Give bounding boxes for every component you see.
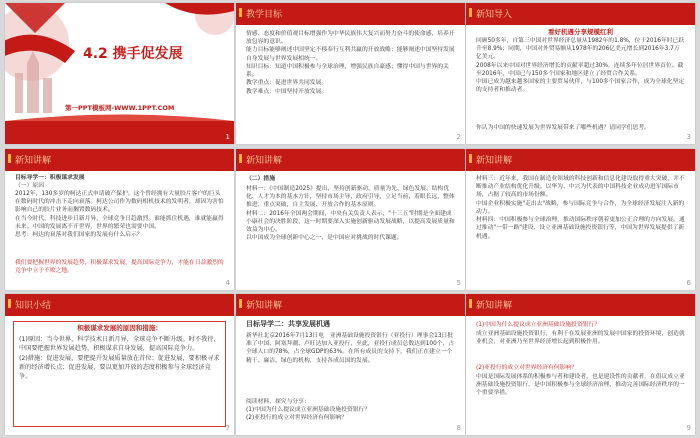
slide-body-text: (1)原因：当今世界，科学技术日新月异，全球竞争不断升级。时不我待，中国要把握世界发展趋势，积极谋求自身发展，提高国际竞争力。 (2)措施：促进发展，要把提升发展质量放在首位；促进发展，要积极寻求新的经济增长点；促进发展，要以更加开放的态度积极参与全球经济竞争。 (19, 336, 220, 381)
slide-heading: 看好机遇分享规模红利 (548, 28, 613, 36)
slide-header (236, 294, 465, 316)
slide-thumbnail-3[interactable] (466, 3, 695, 144)
slide-header-title: 新知讲解 (15, 153, 51, 166)
slide-number: 6 (686, 279, 691, 287)
slide-1-subtitle: 第一PPT模板网-WWW.1PPT.COM (65, 104, 175, 112)
slide-number: 3 (686, 133, 691, 141)
slide-thumbnail-6[interactable] (466, 149, 695, 290)
slide-header-title: 新知讲解 (246, 298, 282, 311)
slide-answer-1: 成立亚洲基础设施投资银行，有利于在发展亚洲的发展中国家的投资环境，创造就业机会，对亚洲乃至世界经济增长起到积极作用。 (476, 331, 685, 346)
slide-body-text: 情感、态度和价值观目标增强作为中华民族伟大复兴而努力奋斗的使命感，培养开放包容的意识。 能力目标能够阐述中国坚定不移奉行互利共赢的开放战略；能够阐述中国坚持发展自身发展与世界发展相统一。 知识目标：知道中国积极参与全球治理，增强民族自豪感；懂得中国与世界的关系。 教学重点：促进世界共同发展。 教学难点：中国坚持开放发展。 (246, 31, 455, 95)
slide-number: 9 (686, 424, 691, 432)
slide-number: 5 (456, 279, 461, 287)
slide-thumbnail-7[interactable] (5, 294, 234, 435)
slide-number: 7 (225, 424, 230, 432)
slide-thumbnail-9[interactable] (466, 294, 695, 435)
slide-number: 4 (225, 279, 230, 287)
slide-section-title: 目标导学二：共享发展机遇 (246, 320, 330, 328)
slide-question-2: (2)亚投行的成立对世界经济有何影响？ (476, 365, 577, 371)
slide-section-title: （二）措施 (246, 176, 275, 182)
slide-header (236, 3, 465, 25)
slide-answer-2: 中国是国际发展体系的积极参与者和建设者，也是建设性的贡献者，在倡议成立亚洲基础设施投资银行，是中国积极参与全球经济治理，推动完善国际经济秩序的一个重要举措。 (476, 374, 685, 397)
slide-body-text: 材料三：近年来，我国在制造业领域的科技创新和信息化建设取得重大突破，并不断推动产业结构优化升级。以华为、中兴为代表的中国科技企业成功进军国际市场，占据了较高的市场份额。 中国企业积极实施"走出去"战略，参与国际竞争与合作，为全球经济发展注入新的动力。 材料四：中国积极参与全球治理，推动国际秩序朝着更加公正合理的方向发展。通过推动"一带一路"建设、设立亚洲基础设施投资银行等，中国为世界发展提供了新机遇。 (476, 176, 685, 240)
slide-question-1: (1)中国为什么提议成立亚洲基础设施投资银行？ (476, 322, 601, 328)
slide-number: 8 (456, 424, 461, 432)
slide-thumbnail-5[interactable] (236, 149, 465, 290)
slide-header-title: 新知导入 (476, 7, 512, 20)
slide-thumbnail-1[interactable] (5, 3, 234, 144)
slide-heading: 积极谋求发展的原因和措施： (77, 324, 162, 332)
slide-header (236, 149, 465, 171)
slide-thumbnail-2[interactable] (236, 3, 465, 144)
slide-body-text: 新华社北京2016年7月13日电 亚洲基础设施投资银行（亚投行）理事会13日批准了中国、阿塞拜疆、卢旺达加入亚投行，至此，亚投行成员总数达到100个，占全球人口的78%，占全球GDP的63%。在所有成员的支持下，我们正在建立一个精干、廉洁、绿色的机构，支持各成员国的发展。 (246, 333, 455, 364)
slide-header (466, 294, 695, 316)
slide-header-title: 新知讲解 (476, 298, 512, 311)
slide-section-title: 目标导学一：积极谋求发展 (15, 175, 85, 181)
slide-header-title: 教学目标 (246, 7, 282, 20)
slide-body-text: 2012年，130多岁的柯达正式申请破产保护。这个曾经拥有大量胶片客户的巨头在数码时代的冲击下走向衰落。柯达公司作为数码相机技术的发明者，却因为害怕影响自己的胶片业务而搁置数码技术。 在当今时代，科技进步日新月异，全球竞争日趋激烈。谁能抓住机遇，谁就能赢得未来。中国的发展离不开世界，世界的繁荣也需要中国。 思考：柯达的衰落对我们国家的发展有什么启示？ (15, 191, 224, 239)
slide-thumbnail-8[interactable] (236, 294, 465, 435)
slide-body-text: 回顾50多年，自第三中国对世界经济总量从1982年的1.8%，位于2016年时已跃升至8.9%；同期，中国对外贸易额从1978年的206亿美元增长到2016年3.7万亿美元。 2008年以来中国对世界经济增长的贡献率超过30%，连续多年位居世界首位。截至2016年，中国已与150多个国家和地区建立了经贸合作关系。 中国已成为越来越多国家的主要贸易伙伴，与100多个国家合作，成为全球化坚定的支持者和推动者。 (476, 38, 685, 94)
slide-question: 你认为中国的快速发展为世界发展带来了哪些机遇？请同学们思考。 (476, 125, 650, 131)
slide-1-background-art (5, 3, 234, 144)
slide-header-title: 新知讲解 (476, 153, 512, 166)
slide-number: 1 (225, 133, 230, 141)
slide-header-title: 新知讲解 (246, 153, 282, 166)
slide-header (466, 149, 695, 171)
slide-header (466, 3, 695, 25)
slide-header-title: 知识小结 (15, 298, 51, 311)
slide-conclusion-note: 我们要把握世界的发展趋势，积极谋求发展，提高国际竞争力，才能在日益激烈的竞争中立于不败之地。 (15, 260, 224, 275)
slide-question: 阅读材料，探究与分享： (1)中国为什么提议成立亚洲基础设施投资银行？ (2)亚投行的成立对世界经济有何影响？ (246, 399, 371, 422)
slide-header (5, 294, 234, 316)
slide-thumbnail-4[interactable] (5, 149, 234, 290)
slide-1-title: 4.2 携手促发展 (83, 46, 183, 62)
slide-number: 2 (456, 133, 461, 141)
slide-header (5, 149, 234, 171)
slide-body-text: 材料一：《中国制造2025》提出，坚持创新驱动、质量为先、绿色发展、结构优化、人才为本的基本方针，坚持市场主导、政府引导，立足当前、着眼长远，整体推进、重点突破，自主发展、开放合作的基本原则。 材料二：2016年全国两会期间，中央有关负责人表示，"十三五"时期是全面建成小康社会的决胜阶段，这一时期要深入实施创新驱动发展战略，以提高发展质量和效益为中心。 以中国成为全球创新中心之一，是中国应对挑战的时代课题。 (246, 186, 455, 242)
slide-subsection: （一）原因 (15, 183, 44, 189)
